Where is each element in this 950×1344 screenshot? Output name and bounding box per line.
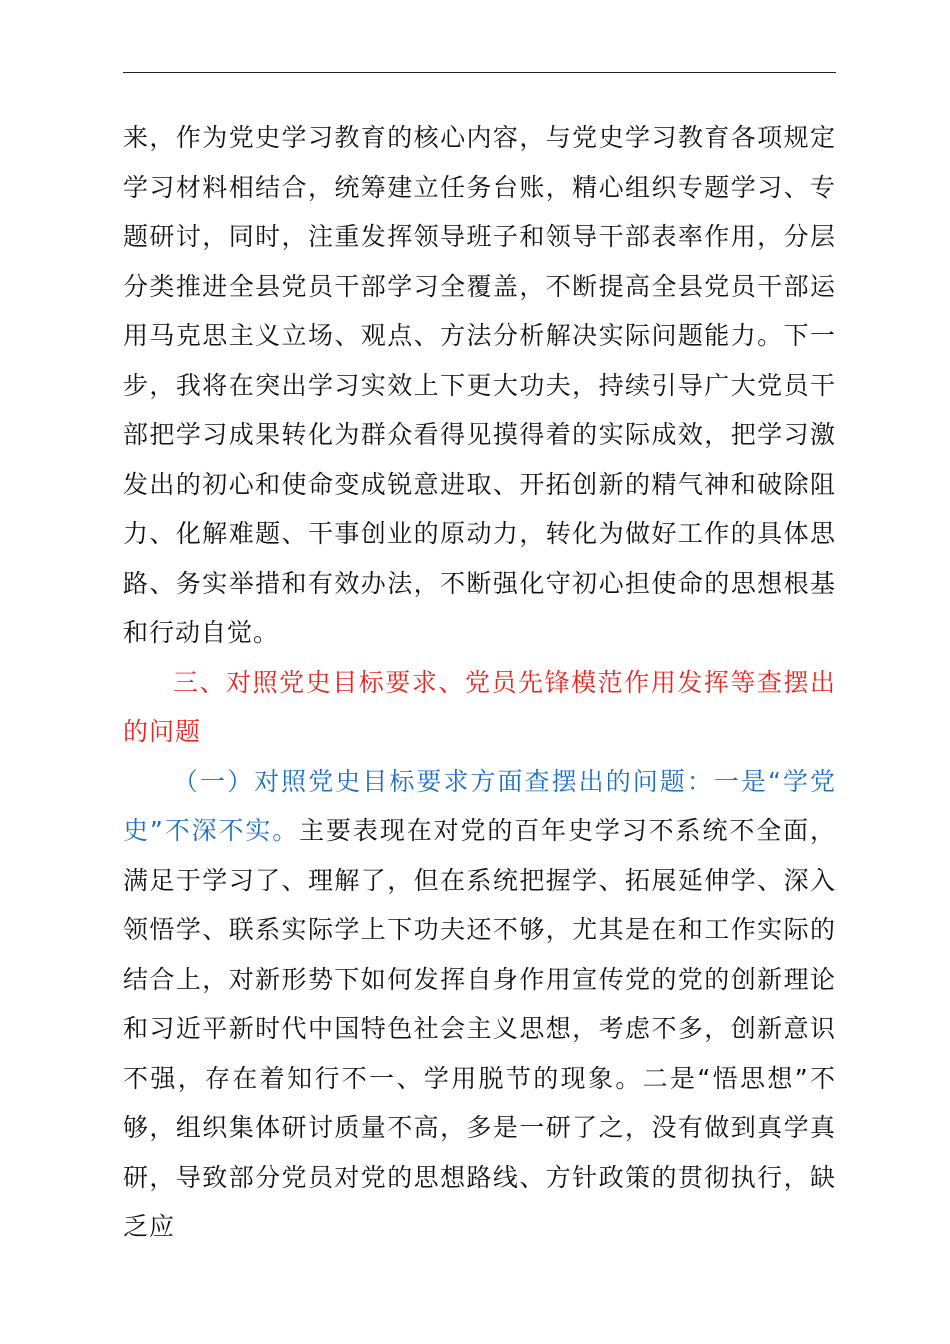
body-paragraph-with-subheading [123,757,836,1252]
header-rule [123,72,836,73]
body-paragraph-text: 主要表现在对党的百年史学习不系统不全面，满足于学习了、理解了，但在系统把握学、拓展延伸学、深入领悟学、联系实际学上下功夫还不够，尤其是在和工作实际的结合上，对新形势下如何发挥自身作用宣传党的党的创新理论和习近平新时代中国特色社会主义思想，考虑不多，创新意识不强，存在着知行不一、学用脱节的现象。二是“悟思想”不够，组织集体研讨质量不高，多是一研了之，没有做到真学真研，导致部分党员对党的思想路线、方针政策的贯彻执行，缺乏应 [123,816,836,1241]
body-paragraph: 来，作为党史学习教育的核心内容，与党史学习教育各项规定学习材料相结合，统筹建立任务台账，精心组织专题学习、专题研讨，同时，注重发挥领导班子和领导干部表率作用，分层分类推进全县党员干部学习全覆盖，不断提高全县党员干部运用马克思主义立场、观点、方法分析解决实际问题能力。下一步，我将在突出学习实效上下更大功夫，持续引导广大党员干部把学习成果转化为群众看得见摸得着的实际成效，把学习激发出的初心和使命变成锐意进取、开拓创新的精气神和破除阻力、化解难题、干事创业的原动力，转化为做好工作的具体思路、务实举措和有效办法，不断强化守初心担使命的思想根基和行动自觉。 [123,123,836,647]
section-heading: 三、对照党史目标要求、党员先锋模范作用发挥等查摆出的问题 [123,667,836,746]
document-body [123,113,836,1252]
subsection-heading: （一）对照党史目标要求方面查摆出的问题：一是“学党史”不深不实。 [123,766,836,845]
